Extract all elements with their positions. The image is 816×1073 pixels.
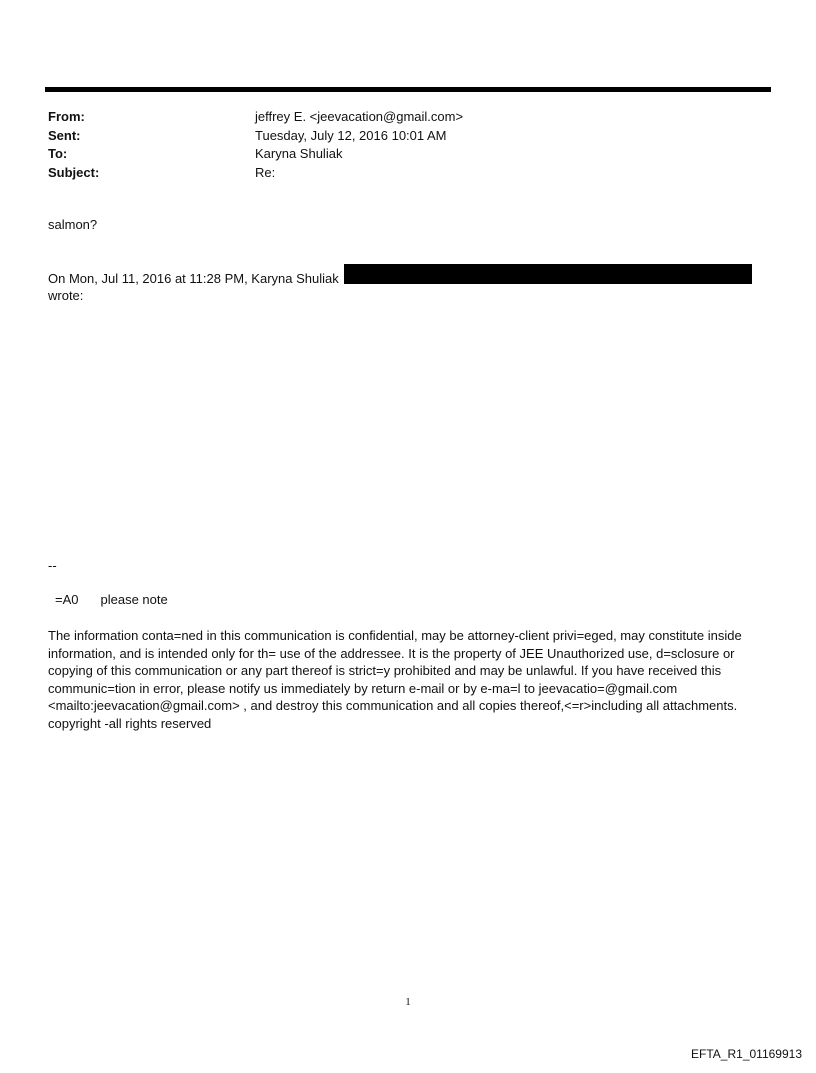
from-value: jeffrey E. <jeevacation@gmail.com> bbox=[255, 109, 464, 124]
sent-row bbox=[48, 127, 463, 146]
subject-label: Subject: bbox=[48, 164, 100, 180]
from-row bbox=[48, 108, 463, 127]
reply-text: salmon? bbox=[48, 217, 98, 232]
sent-value: Tuesday, July 12, 2016 10:01 AM bbox=[255, 127, 447, 143]
quote-wrote: wrote: bbox=[48, 288, 84, 303]
email-header bbox=[48, 108, 463, 182]
signature-line bbox=[55, 592, 168, 607]
subject-value: Re: bbox=[255, 164, 276, 180]
quote-line: On Mon, Jul 11, 2016 at 11:28 PM, Karyna Shuliak bbox=[48, 271, 339, 286]
page-number: 1 bbox=[405, 996, 411, 1008]
to-label: To: bbox=[48, 146, 68, 161]
header-rule bbox=[45, 87, 771, 92]
to-row bbox=[48, 145, 463, 164]
redaction-box bbox=[344, 264, 752, 284]
signature-note: please note bbox=[100, 592, 168, 607]
signature-separator: -- bbox=[48, 558, 57, 573]
from-label: From: bbox=[48, 109, 85, 124]
to-value: Karyna Shuliak bbox=[255, 146, 343, 161]
document-id: EFTA_R1_01169913 bbox=[691, 1047, 802, 1061]
sent-label: Sent: bbox=[48, 127, 81, 143]
signature-code: =A0 bbox=[55, 592, 79, 607]
confidentiality-disclaimer: The information conta=ned in this communication is confidential, may be attorney-client privi=eged, may constitute inside information, and is intended only for th= use of the addressee. It is the property of JEE Unauthorized use, d=sclosure or copying of this communication or any part thereof is strict=y prohibited and may be unlawful. If you have received this communic=tion in error, please notify us immediately by return e-mail or by e-ma=l to jeevacatio=@gmail.com <mailto:jeevacation@gmail.com> , and destroy this communication and all copies thereof,<=r>including all attachments. copyright -all rights reserved bbox=[48, 628, 742, 731]
subject-row bbox=[48, 164, 463, 183]
